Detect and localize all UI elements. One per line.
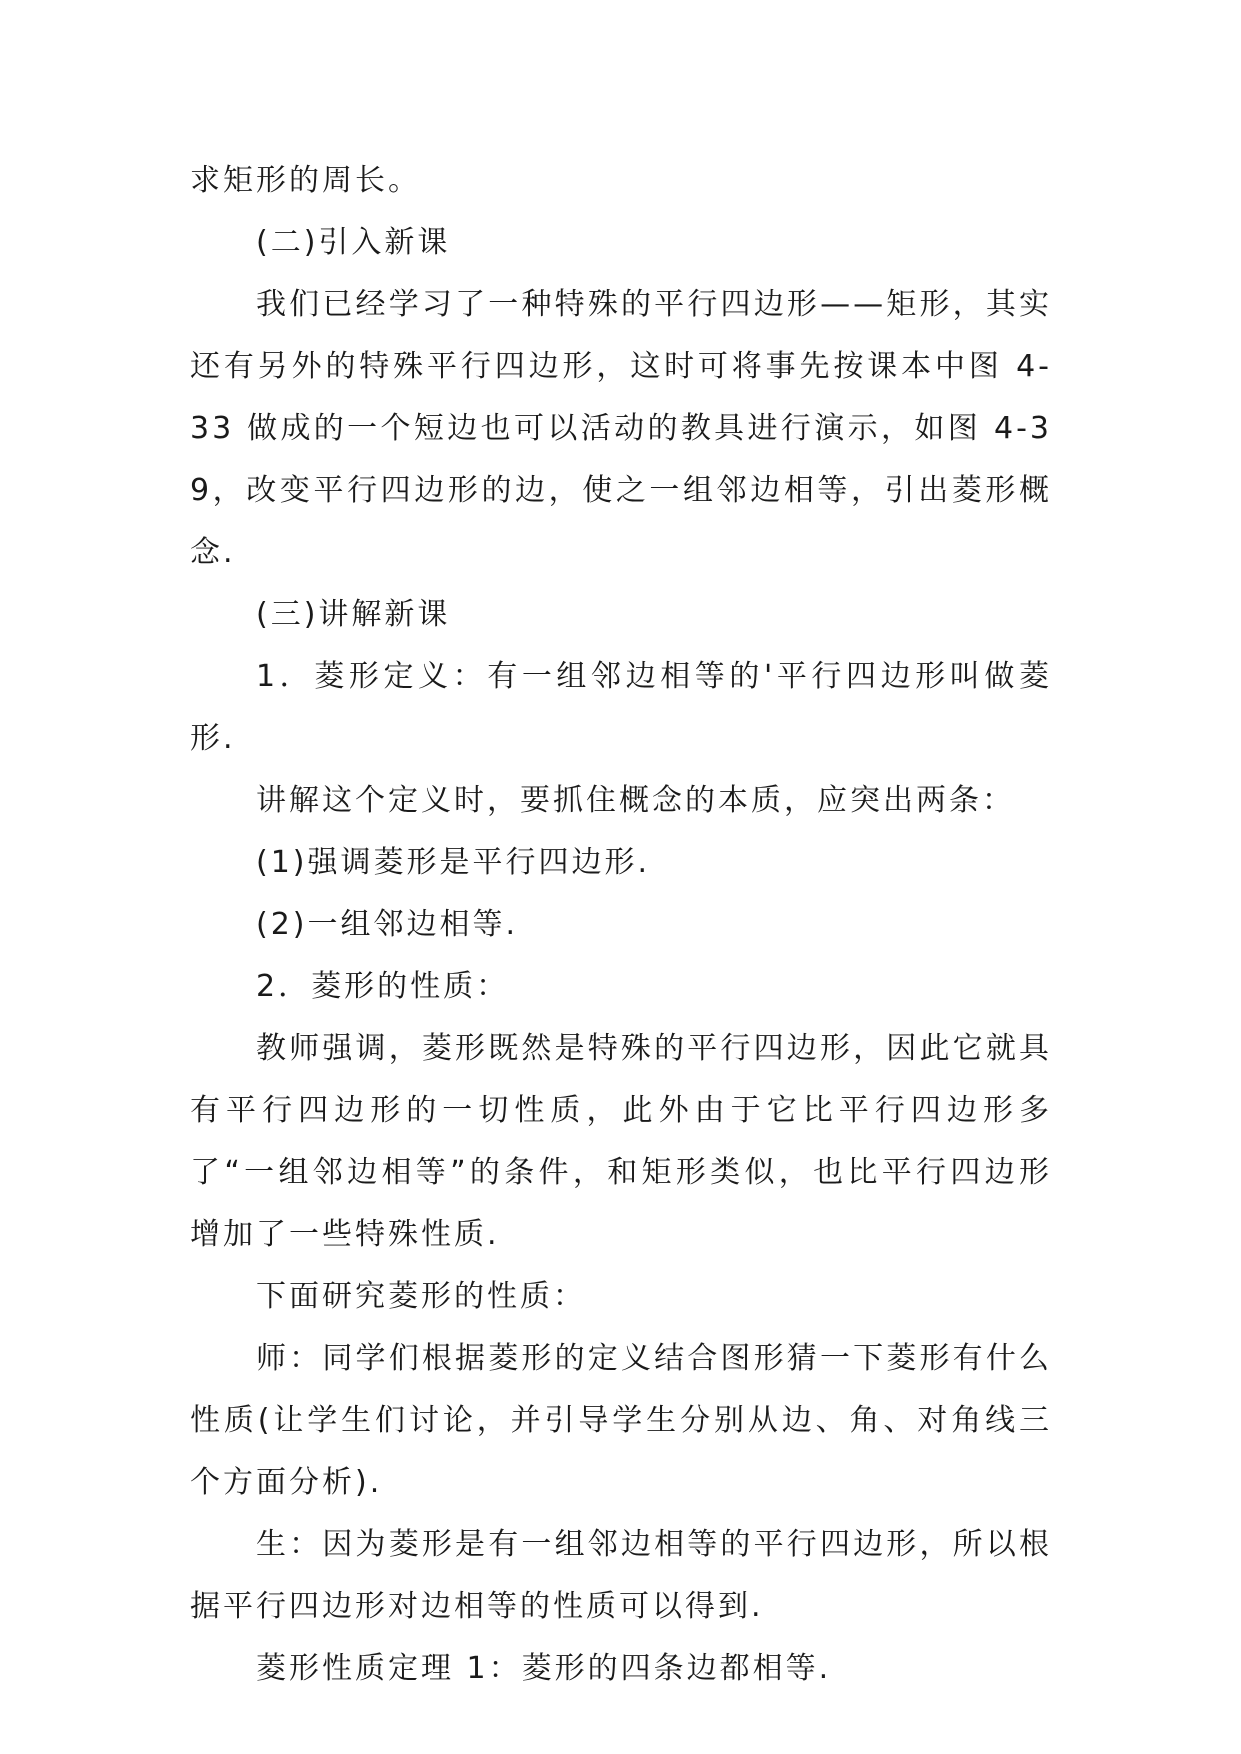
paragraph-study-properties: 下面研究菱形的性质： <box>256 1279 586 1314</box>
document-body <box>190 150 1052 1700</box>
paragraph-definition-note: 讲解这个定义时，要抓住概念的本质，应突出两条： <box>256 783 1015 818</box>
paragraph-rhombus-definition: 1．菱形定义：有一组邻边相等的'平行四边形叫做菱形. <box>190 659 1052 756</box>
list-item-2: (2)一组邻边相等. <box>256 907 519 942</box>
section-heading-introduce-new-lesson: (二)引入新课 <box>256 225 451 260</box>
paragraph-intro: 我们已经学习了一种特殊的平行四边形——矩形，其实还有另外的特殊平行四边形，这时可将事先按课本中图 4-33 做成的一个短边也可以活动的教具进行演示，如图 4-39，改变平行四边形的边，使之一组邻边相等，引出菱形概念. <box>190 287 1052 570</box>
paragraph-theorem-1: 菱形性质定理 1：菱形的四条边都相等. <box>256 1651 832 1686</box>
paragraph-teacher-emphasis: 教师强调，菱形既然是特殊的平行四边形，因此它就具有平行四边形的一切性质，此外由于它比平行四边形多了“一组邻边相等”的条件，和矩形类似，也比平行四边形增加了一些特殊性质. <box>190 1031 1052 1252</box>
paragraph-student-answer: 生：因为菱形是有一组邻边相等的平行四边形，所以根据平行四边形对边相等的性质可以得到. <box>190 1527 1052 1624</box>
paragraph-rhombus-properties-heading: 2．菱形的性质： <box>256 969 510 1004</box>
section-heading-explain-new-lesson: (三)讲解新课 <box>256 597 451 632</box>
paragraph-teacher-question: 师：同学们根据菱形的定义结合图形猜一下菱形有什么性质(让学生们讨论，并引导学生分别从边、角、对角线三个方面分析). <box>190 1341 1052 1500</box>
paragraph-continuation: 求矩形的周长。 <box>190 163 421 198</box>
list-item-1: (1)强调菱形是平行四边形. <box>256 845 651 880</box>
